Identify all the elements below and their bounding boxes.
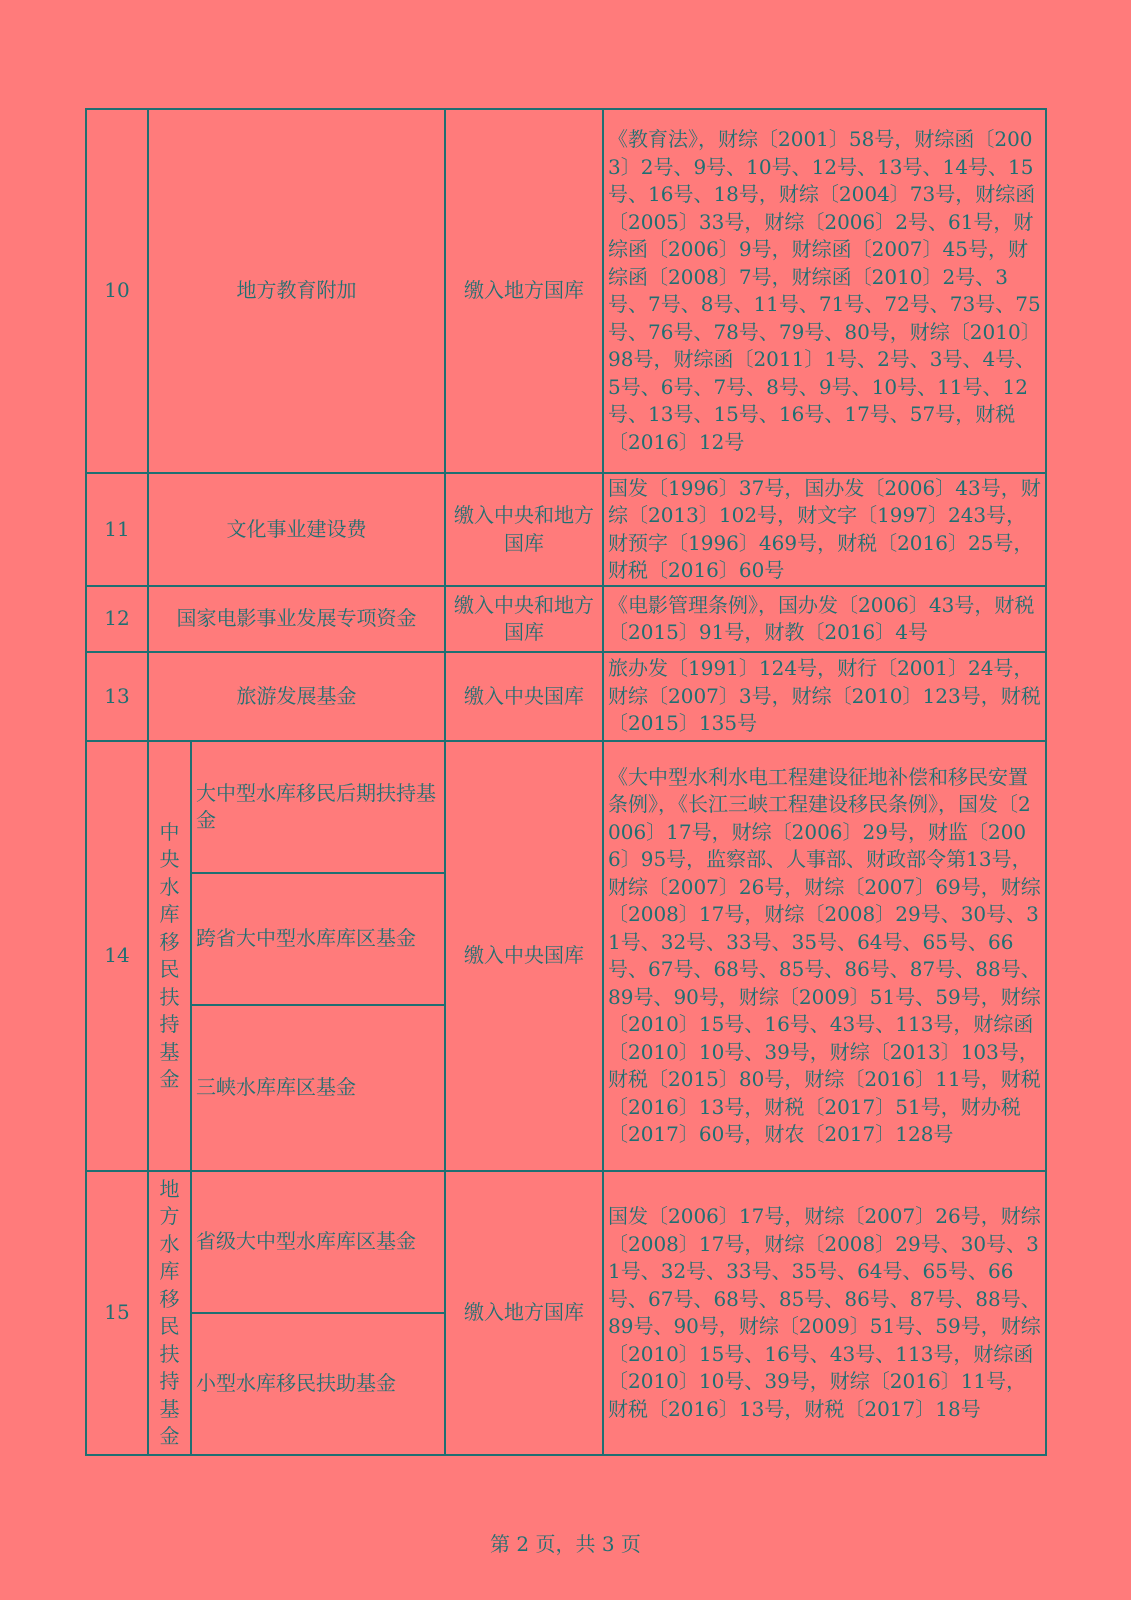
fund-group-name	[148, 741, 191, 1171]
fund-name: 文化事业建设费	[148, 473, 445, 586]
table-row	[86, 741, 1046, 873]
fund-group-label: 地方水库移民扶持基金	[159, 1176, 180, 1448]
policy-basis: 国发〔1996〕37号，国办发〔2006〕43号，财综〔2013〕102号，财文字〔1997〕243号，财预字〔1996〕469号，财税〔2016〕25号，财税〔2016〕60号	[603, 473, 1046, 586]
fund-name: 国家电影事业发展专项资金	[148, 586, 445, 652]
sub-fund-name: 省级大中型水库库区基金	[191, 1171, 445, 1313]
policy-basis: 《大中型水利水电工程建设征地补偿和移民安置条例》，《长江三峡工程建设移民条例》，国发〔2006〕17号，财综〔2006〕29号，财监〔2006〕95号，监察部、人事部、财政部令第13号，财综〔2007〕26号，财综〔2007〕69号，财综〔2008〕17号，财综〔2008〕29号、30号、31号、32号、33号、35号、64号、65号、66号、67号、68号、85号、86号、87号、88号、89号、90号，财综〔2009〕51号、59号，财综〔2010〕15号、16号、43号、113号，财综函〔2010〕10号、39号，财综〔2013〕103号，财税〔2015〕80号，财综〔2016〕11号，财税〔2016〕13号，财税〔2017〕51号，财办税〔2017〕60号，财农〔2017〕128号	[603, 741, 1046, 1171]
sub-fund-name: 跨省大中型水库库区基金	[191, 873, 445, 1005]
sub-fund-name: 三峡水库库区基金	[191, 1005, 445, 1171]
fund-table	[85, 108, 1047, 1456]
remittance-target: 缴入中央和地方国库	[445, 473, 603, 586]
table-row	[86, 652, 1046, 741]
sub-fund-name: 小型水库移民扶助基金	[191, 1313, 445, 1455]
remittance-target: 缴入中央国库	[445, 741, 603, 1171]
remittance-target: 缴入地方国库	[445, 109, 603, 473]
table-row	[86, 109, 1046, 473]
remittance-target: 缴入地方国库	[445, 1171, 603, 1455]
policy-basis: 国发〔2006〕17号，财综〔2007〕26号，财综〔2008〕17号，财综〔2008〕29号、30号、31号、32号、33号、35号、64号、65号、66号、67号、68号、85号、86号、87号、88号、89号、90号，财综〔2009〕51号、59号，财综〔2010〕15号、16号、43号、113号，财综函〔2010〕10号、39号，财综〔2016〕11号，财税〔2016〕13号，财税〔2017〕18号	[603, 1171, 1046, 1455]
sub-fund-name: 大中型水库移民后期扶持基金	[191, 741, 445, 873]
policy-basis: 旅办发〔1991〕124号，财行〔2001〕24号，财综〔2007〕3号，财综〔2010〕123号，财税〔2015〕135号	[603, 652, 1046, 741]
table-row	[86, 1171, 1046, 1313]
row-number: 13	[86, 652, 148, 741]
fund-name: 地方教育附加	[148, 109, 445, 473]
row-number: 11	[86, 473, 148, 586]
row-number: 10	[86, 109, 148, 473]
table-row	[86, 586, 1046, 652]
row-number: 14	[86, 741, 148, 1171]
fund-group-name	[148, 1171, 191, 1455]
row-number: 15	[86, 1171, 148, 1455]
table-row	[86, 473, 1046, 586]
fund-group-label: 中央水库移民扶持基金	[159, 819, 180, 1091]
policy-basis: 《教育法》，财综〔2001〕58号，财综函〔2003〕2号、9号、10号、12号、13号、14号、15号、16号、18号，财综〔2004〕73号，财综函〔2005〕33号，财综〔2006〕2号、61号，财综函〔2006〕9号，财综函〔2007〕45号，财综函〔2008〕7号，财综函〔2010〕2号、3号、7号、8号、11号、71号、72号、73号、75号、76号、78号、79号、80号，财综〔2010〕98号，财综函〔2011〕1号、2号、3号、4号、5号、6号、7号、8号、9号、10号、11号、12号、13号、15号、16号、17号、57号，财税〔2016〕12号	[603, 109, 1046, 473]
remittance-target: 缴入中央和地方国库	[445, 586, 603, 652]
fund-name: 旅游发展基金	[148, 652, 445, 741]
page-footer: 第 2 页，共 3 页	[490, 1532, 641, 1556]
row-number: 12	[86, 586, 148, 652]
remittance-target: 缴入中央国库	[445, 652, 603, 741]
policy-basis: 《电影管理条例》，国办发〔2006〕43号，财税〔2015〕91号，财教〔2016〕4号	[603, 586, 1046, 652]
